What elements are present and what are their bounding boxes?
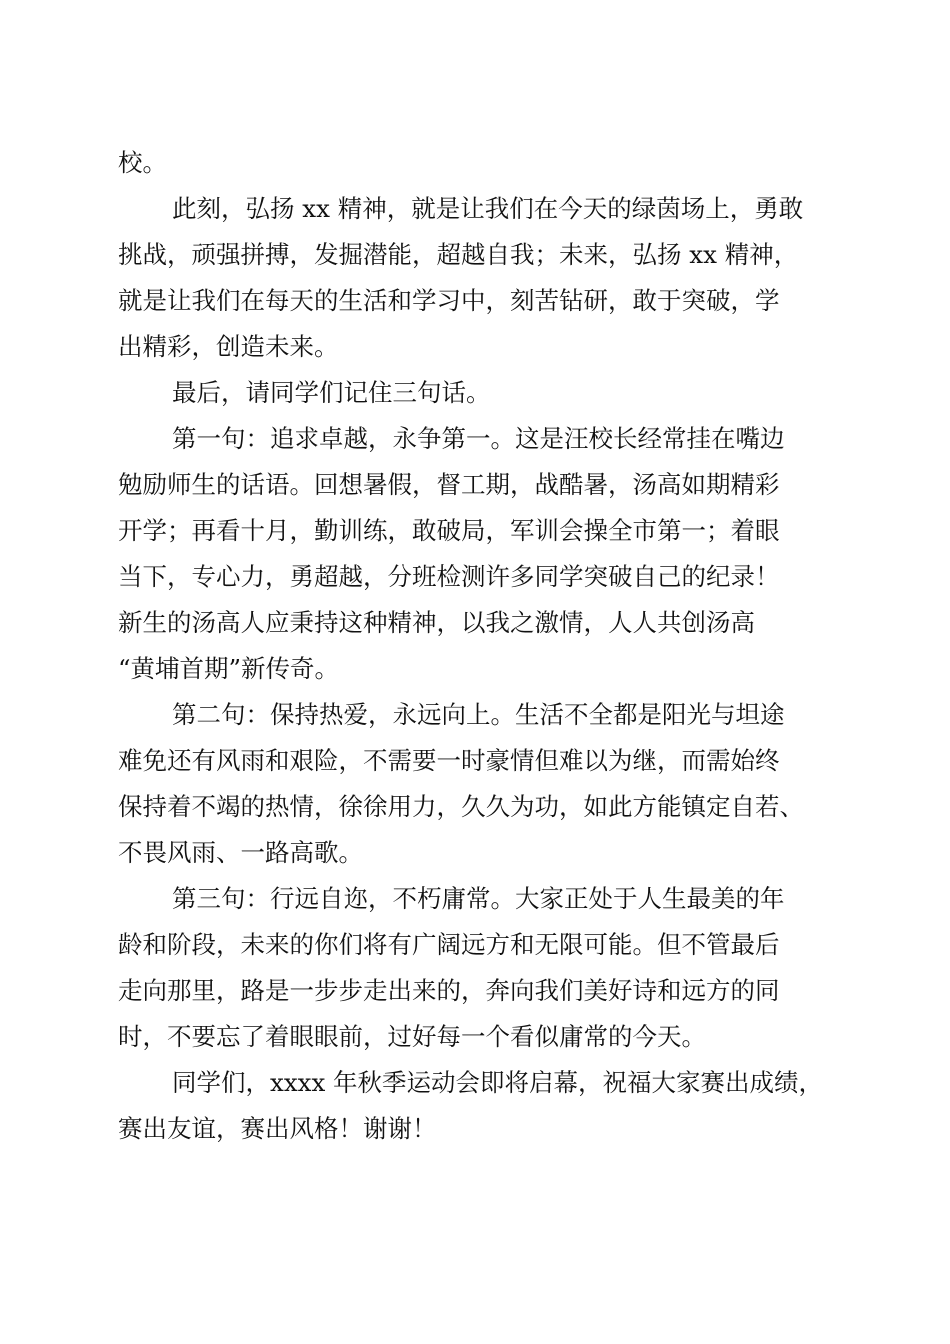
paragraph-first-line: 第二句：保持热爱，永远向上。生活不全都是阳光与坦途 bbox=[172, 700, 785, 729]
paragraph-first-line: 最后，请同学们记住三句话。 bbox=[172, 378, 491, 407]
paragraph-first-line: 第三句：行远自迩，不朽庸常。大家正处于人生最美的年 bbox=[172, 884, 785, 913]
text-line: 就是让我们在每天的生活和学习中，刻苦钻研，敢于突破，学 bbox=[118, 286, 780, 315]
paragraph-first-line: 第一句：追求卓越，永争第一。这是汪校长经常挂在嘴边 bbox=[172, 424, 785, 453]
text-line: 校。 bbox=[118, 148, 167, 177]
text-line: 保持着不竭的热情，徐徐用力，久久为功，如此方能镇定自若、 bbox=[118, 792, 804, 821]
text-line: 走向那里，路是一步步走出来的，奔向我们美好诗和远方的同 bbox=[118, 976, 780, 1005]
text-line: 龄和阶段，未来的你们将有广阔远方和无限可能。但不管最后 bbox=[118, 930, 780, 959]
text-line: 新生的汤高人应秉持这种精神，以我之激情，人人共创汤高 bbox=[118, 608, 755, 637]
paragraph-first-line: 此刻，弘扬 xx 精神，就是让我们在今天的绿茵场上，勇敢 bbox=[172, 194, 804, 223]
paragraph-first-line: 同学们，xxxx 年秋季运动会即将启幕，祝福大家赛出成绩， bbox=[172, 1068, 824, 1097]
text-line: 勉励师生的话语。回想暑假，督工期，战酷暑，汤高如期精彩 bbox=[118, 470, 780, 499]
text-line: 出精彩，创造未来。 bbox=[118, 332, 339, 361]
text-line: 挑战，顽强拼搏，发掘潜能，超越自我；未来，弘扬 xx 精神， bbox=[118, 240, 799, 269]
text-line: 赛出友谊，赛出风格！谢谢！ bbox=[118, 1114, 437, 1143]
text-line: 当下，专心力，勇超越，分班检测许多同学突破自己的纪录！ bbox=[118, 562, 780, 591]
text-line: 时，不要忘了着眼眼前，过好每一个看似庸常的今天。 bbox=[118, 1022, 706, 1051]
text-line: “黄埔首期”新传奇。 bbox=[118, 654, 340, 683]
text-line: 难免还有风雨和艰险，不需要一时豪情但难以为继，而需始终 bbox=[118, 746, 780, 775]
text-line: 不畏风雨、一路高歌。 bbox=[118, 838, 363, 867]
text-line: 开学；再看十月，勤训练，敢破局，军训会操全市第一；着眼 bbox=[118, 516, 780, 545]
